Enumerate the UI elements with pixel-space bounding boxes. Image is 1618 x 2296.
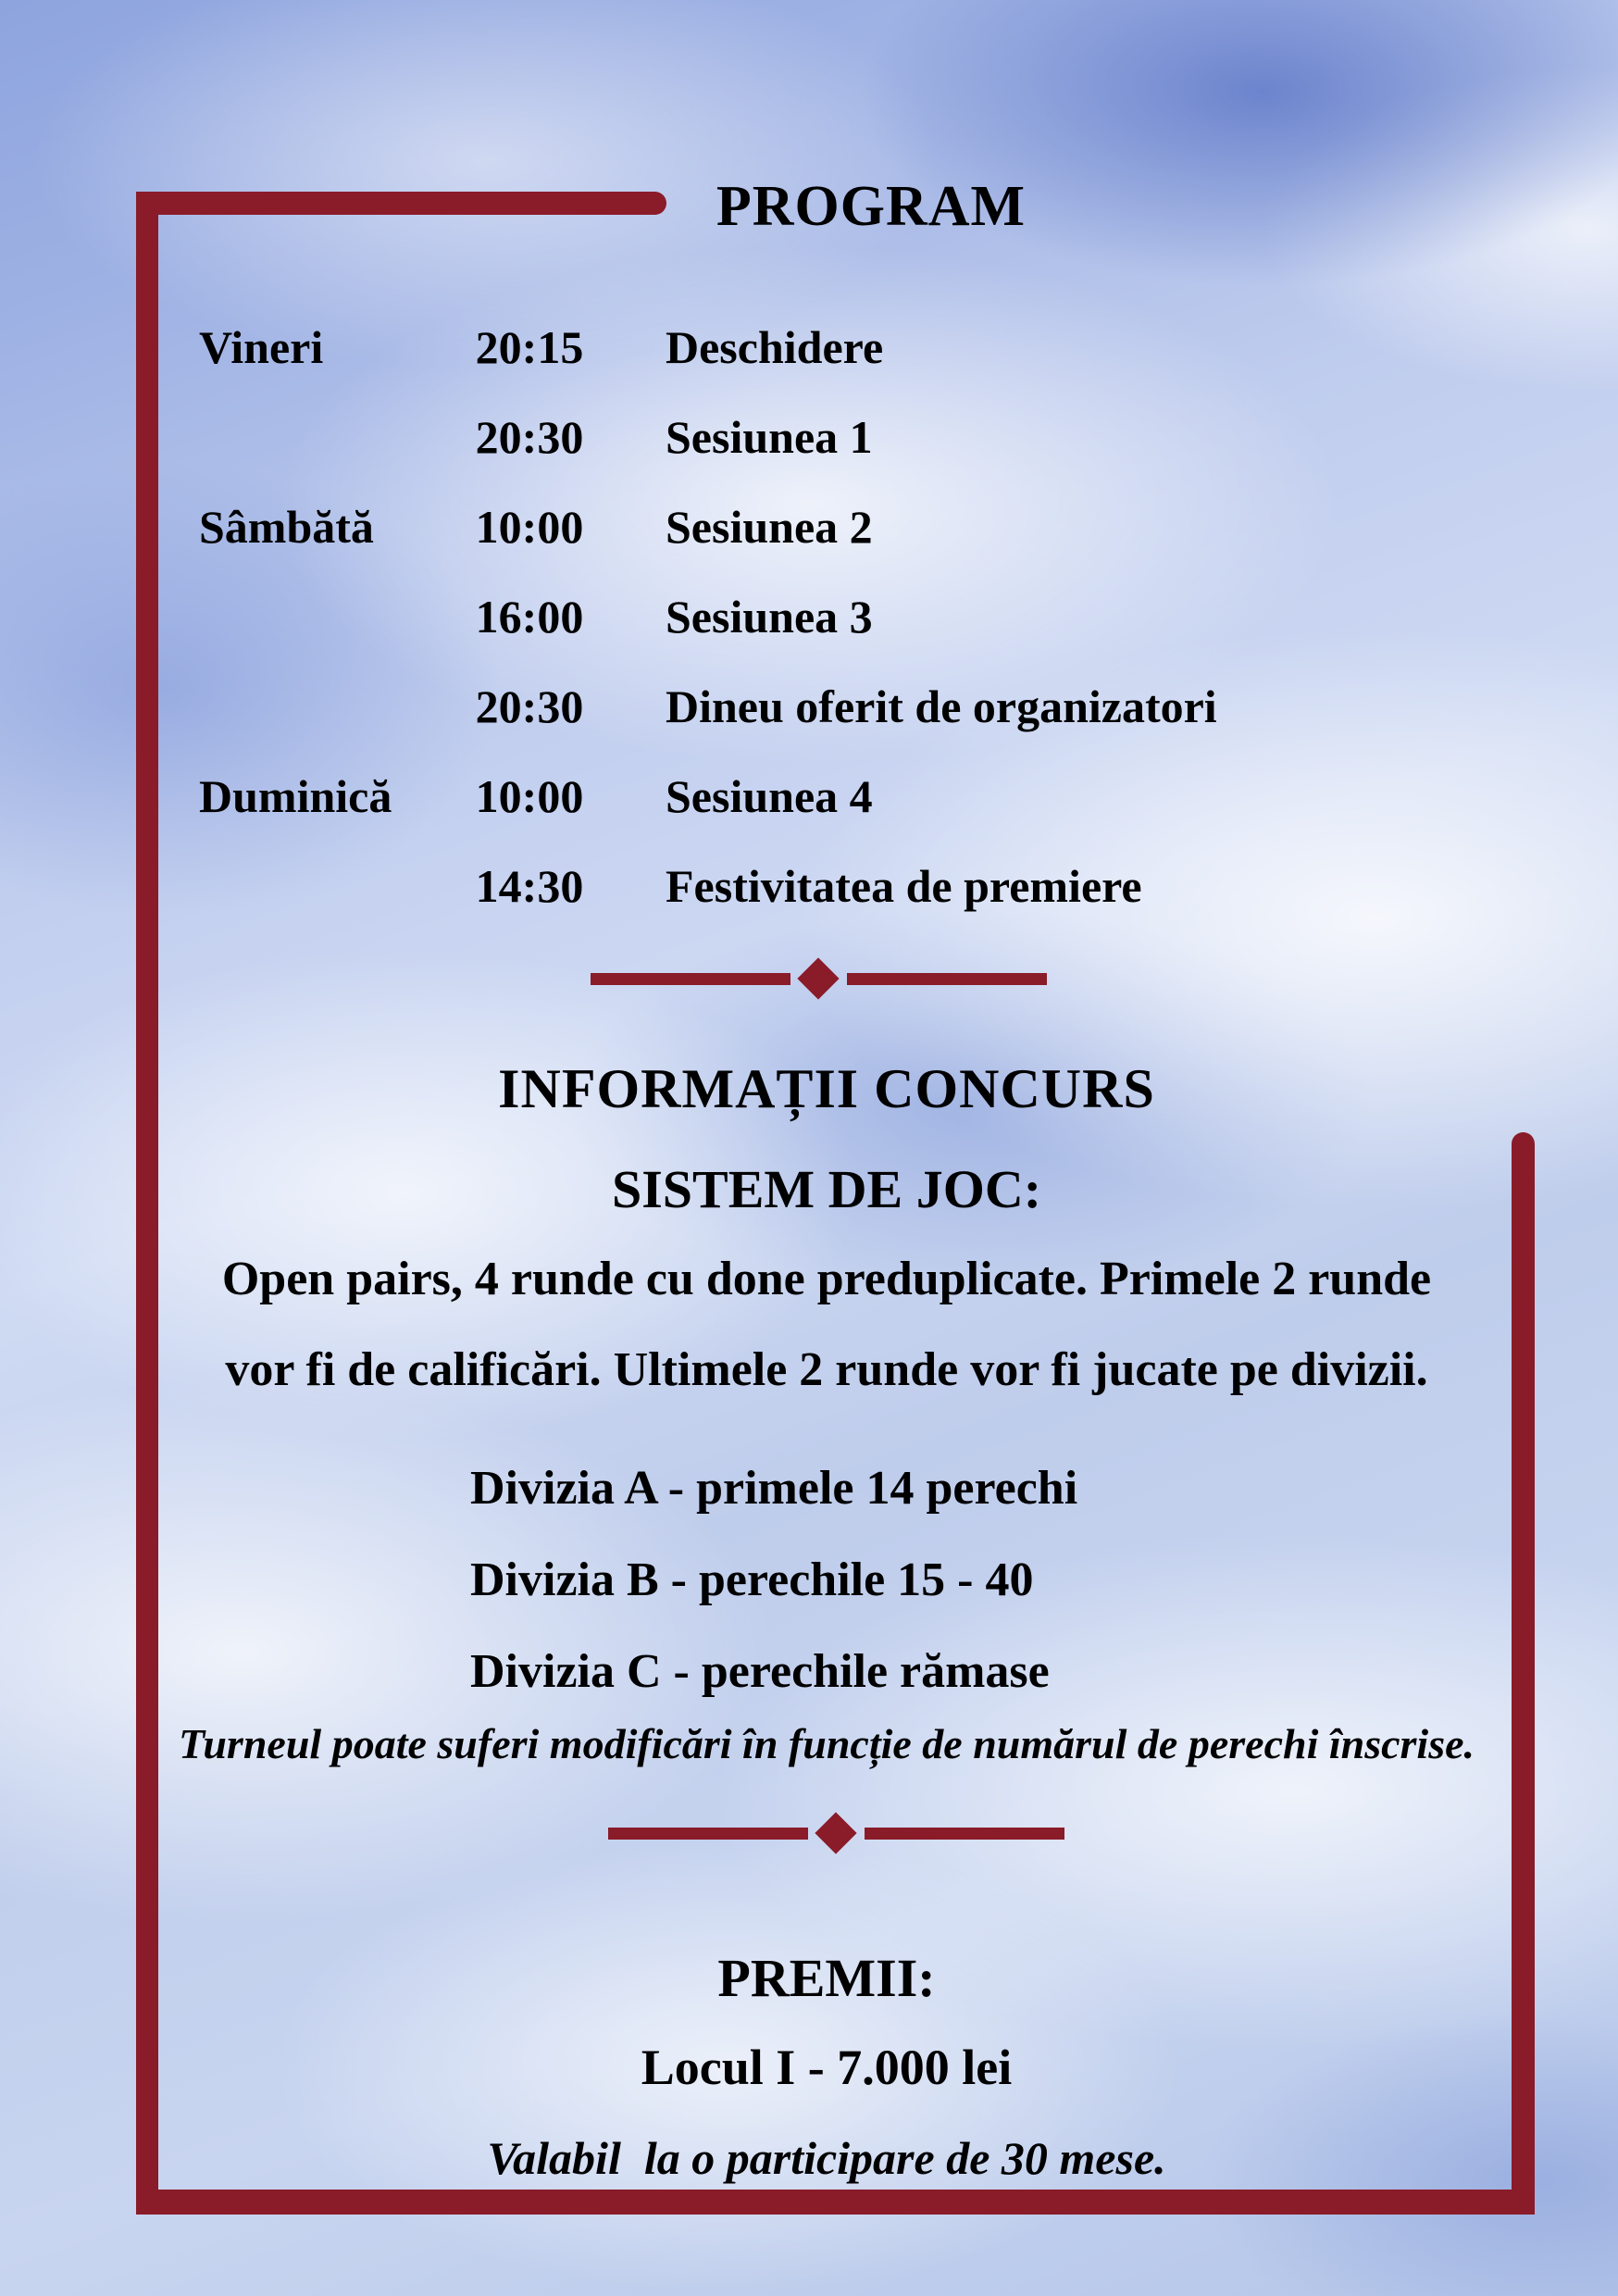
page-title: PROGRAM xyxy=(716,175,1027,238)
system-paragraph-line-1: Open pairs, 4 runde cu done preduplicate. Primele 2 runde xyxy=(221,1253,1432,1305)
day-cell: Sâmbătă xyxy=(199,501,374,553)
divider-line-right xyxy=(865,1828,1064,1840)
schedule-row xyxy=(199,674,1562,739)
divisions-list xyxy=(470,1442,1077,1717)
info-heading: INFORMAȚII CONCURS xyxy=(498,1058,1155,1119)
division-item: Divizia A - primele 14 perechi xyxy=(470,1462,1078,1515)
event-cell: Deschidere xyxy=(666,321,884,373)
event-cell: Festivitatea de premiere xyxy=(666,860,1142,912)
prizes-heading: PREMII: xyxy=(717,1948,936,2008)
time-cell: 10:00 xyxy=(475,501,584,553)
time-cell: 10:00 xyxy=(475,770,584,822)
schedule-row xyxy=(199,405,1562,469)
schedule-row xyxy=(199,854,1562,918)
divider-line-right xyxy=(847,973,1047,985)
divider-line-left xyxy=(608,1828,808,1840)
frame-right-bar xyxy=(1512,1132,1535,2215)
section-divider xyxy=(608,1812,1064,1854)
divider-line-left xyxy=(591,973,790,985)
schedule-row xyxy=(199,494,1562,559)
time-cell: 20:30 xyxy=(475,411,584,463)
time-cell: 20:30 xyxy=(475,680,584,732)
division-item: Divizia C - perechile rămase xyxy=(470,1645,1050,1698)
event-cell: Dineu oferit de organizatori xyxy=(666,680,1217,732)
schedule-row xyxy=(199,584,1562,649)
divider-diamond-icon xyxy=(797,957,839,999)
tournament-note: Turneul poate suferi modificări în funcție de numărul de perechi înscrise. xyxy=(178,1720,1475,1767)
time-cell: 20:15 xyxy=(475,321,584,373)
event-cell: Sesiunea 1 xyxy=(666,411,873,463)
event-cell: Sesiunea 4 xyxy=(666,770,873,822)
time-cell: 14:30 xyxy=(475,860,584,912)
system-heading: SISTEM DE JOC: xyxy=(611,1159,1042,1219)
section-divider xyxy=(591,957,1047,1000)
schedule-row xyxy=(199,764,1562,829)
schedule-row xyxy=(199,315,1562,380)
prize-note: Valabil la o participare de 30 mese. xyxy=(487,2132,1166,2184)
time-cell: 16:00 xyxy=(475,591,584,643)
day-cell: Duminică xyxy=(199,770,392,822)
frame-bottom-bar xyxy=(136,2190,1535,2215)
day-cell: Vineri xyxy=(199,321,324,373)
event-cell: Sesiunea 2 xyxy=(666,501,873,553)
event-cell: Sesiunea 3 xyxy=(666,591,873,643)
divider-diamond-icon xyxy=(815,1812,856,1853)
first-prize: Locul I - 7.000 lei xyxy=(641,2040,1013,2095)
division-item: Divizia B - perechile 15 - 40 xyxy=(470,1554,1034,1606)
system-paragraph-line-2: vor fi de calificări. Ultimele 2 runde vor fi jucate pe divizii. xyxy=(225,1343,1428,1396)
